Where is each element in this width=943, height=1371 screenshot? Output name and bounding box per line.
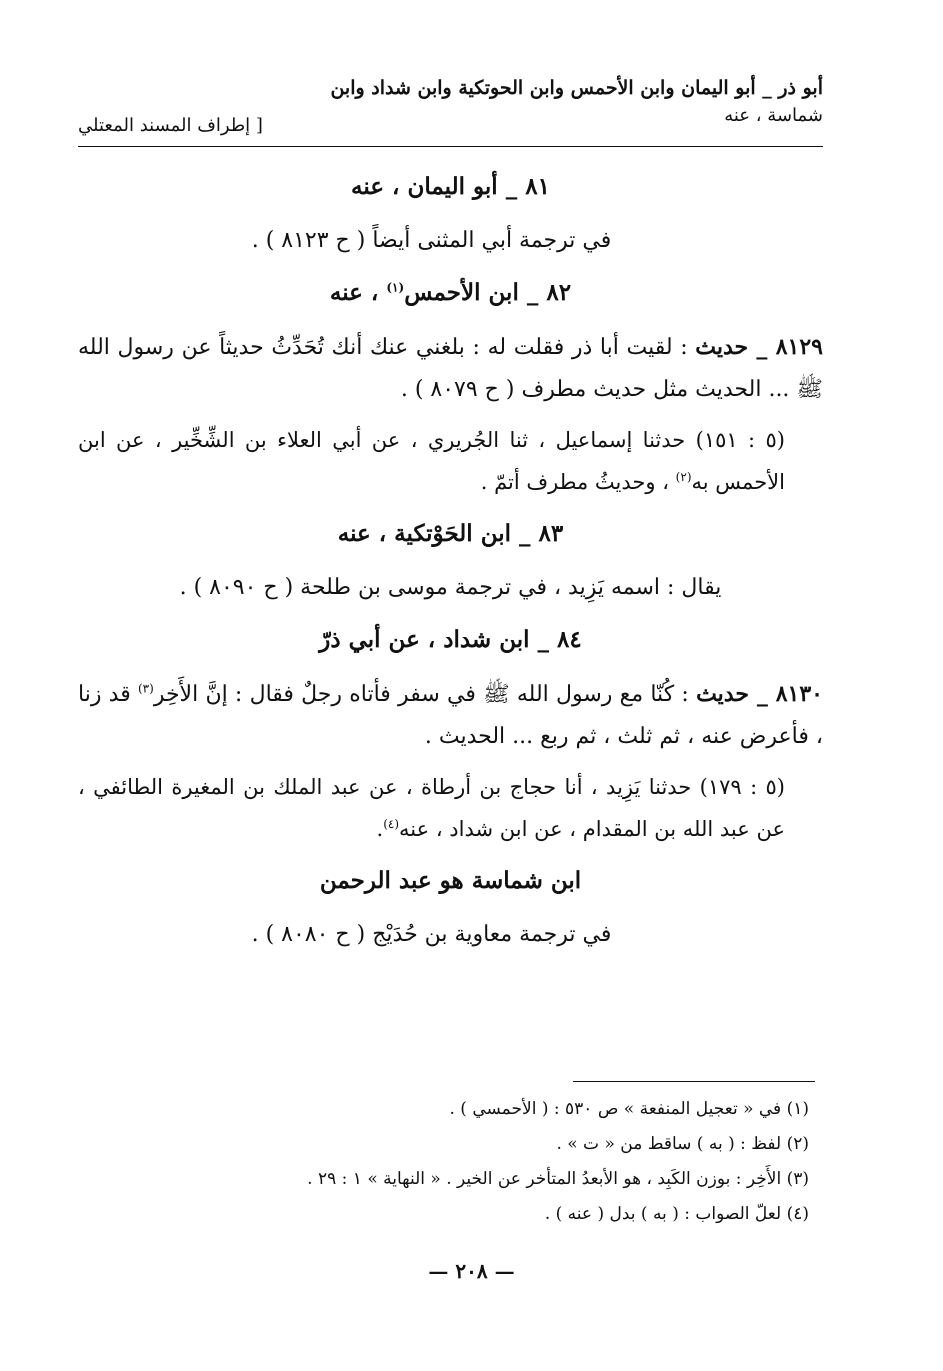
hadith-source-8129 — [78, 419, 823, 503]
section-text-81: في ترجمة أبي المثنى أيضاً ( ح ٨١٢٣ ) . — [251, 228, 612, 253]
section-heading-82 — [78, 272, 823, 314]
hadith-text: : لقيت أبا ذر فقلت له : بلغني عنك أنك تُحَدِّثُ حديثاً عن رسول الله ﷺ ... الحديث مثل حديث مطرف ( ح ٨٠٧٩ ) . — [78, 335, 823, 402]
header-line-1: أبو ذر _ أبو اليمان وابن الأحمس وابن الحوتكية وابن شداد وابن — [330, 77, 823, 99]
header-book-title: [ إطراف المسند المعتلي — [78, 115, 263, 136]
footnote-marker: (٤) — [383, 817, 400, 831]
footnote-2: (٢) لفظ : ( به ) ساقط من « ت » . — [556, 1134, 809, 1154]
header-chapter-title — [283, 74, 823, 130]
footnotes — [78, 1092, 813, 1232]
footnote-4: (٤) لعلّ الصواب : ( به ) بدل ( عنه ) . — [544, 1204, 809, 1224]
source-text: (٥ : ١٥١) حدثنا إسماعيل ، ثنا الجُريري ، عن أبي العلاء بن الشِّخِّير ، عن ابن الأحمس به — [78, 428, 785, 494]
hadith-text-a: : كُنّا مع رسول الله ﷺ في سفر فأتاه رجلٌ فقال : إنَّ الأَخِر — [153, 682, 689, 707]
section-heading-ibn-shamasa: ابن شماسة هو عبد الرحمن — [319, 867, 582, 894]
hadith-8129 — [78, 326, 823, 411]
hadith-source-8130 — [78, 766, 823, 850]
hadith-text-b: قد زنا ، فأعرض عنه ، ثم ثلث ، ثم ربع ... الحديث . — [78, 682, 823, 749]
source-text: (٥ : ١٧٩) حدثنا يَزِيد ، أنا حجاج بن أرطاة ، عن عبد الملك بن المغيرة الطائفي ، عن عبد الله بن المقدام ، عن ابن شداد ، عنه — [78, 775, 785, 841]
hadith-number: ٨١٢٩ _ حديث — [695, 334, 823, 360]
section-heading-84: ٨٤ _ ابن شداد ، عن أبي ذرّ — [319, 626, 582, 653]
running-header — [78, 74, 823, 147]
section-text-83: يقال : اسمه يَزِيد ، في ترجمة موسى بن طلحة ( ح ٨٠٩٠ ) . — [179, 575, 722, 600]
footnote-3: (٣) الأَخِر : بوزن الكَبِد ، هو الأبعدُ المتأخر عن الخير . « النهاية » ١ : ٢٩ . — [307, 1169, 809, 1189]
main-text — [78, 160, 823, 966]
hadith-8130 — [78, 673, 823, 758]
section-text-ibn-shamasa: في ترجمة معاوية بن حُدَيْج ( ح ٨٠٨٠ ) . — [251, 922, 612, 947]
heading-tail: ، عنه — [329, 279, 379, 306]
footnote-divider — [573, 1081, 815, 1082]
page-number: — ٢٠٨ — — [428, 1259, 515, 1283]
hadith-number: ٨١٣٠ _ حديث — [696, 681, 823, 707]
source-tail: . — [376, 817, 384, 841]
source-tail: ، وحديثُ مطرف أتمّ . — [480, 470, 669, 494]
section-heading-83: ٨٣ _ ابن الحَوْتكية ، عنه — [337, 520, 564, 547]
footnote-marker: (٢) — [675, 470, 692, 484]
heading-text: ٨٢ _ ابن الأحمس — [404, 279, 572, 306]
footnote-marker: (١) — [386, 280, 405, 295]
section-heading-81: ٨١ _ أبو اليمان ، عنه — [351, 173, 550, 200]
footnote-marker: (٣) — [137, 681, 154, 696]
footnote-1: (١) في « تعجيل المنفعة » ص ٥٣٠ : ( الأحمسي ) . — [449, 1099, 809, 1119]
header-line-2: شماسة ، عنه — [724, 105, 823, 126]
